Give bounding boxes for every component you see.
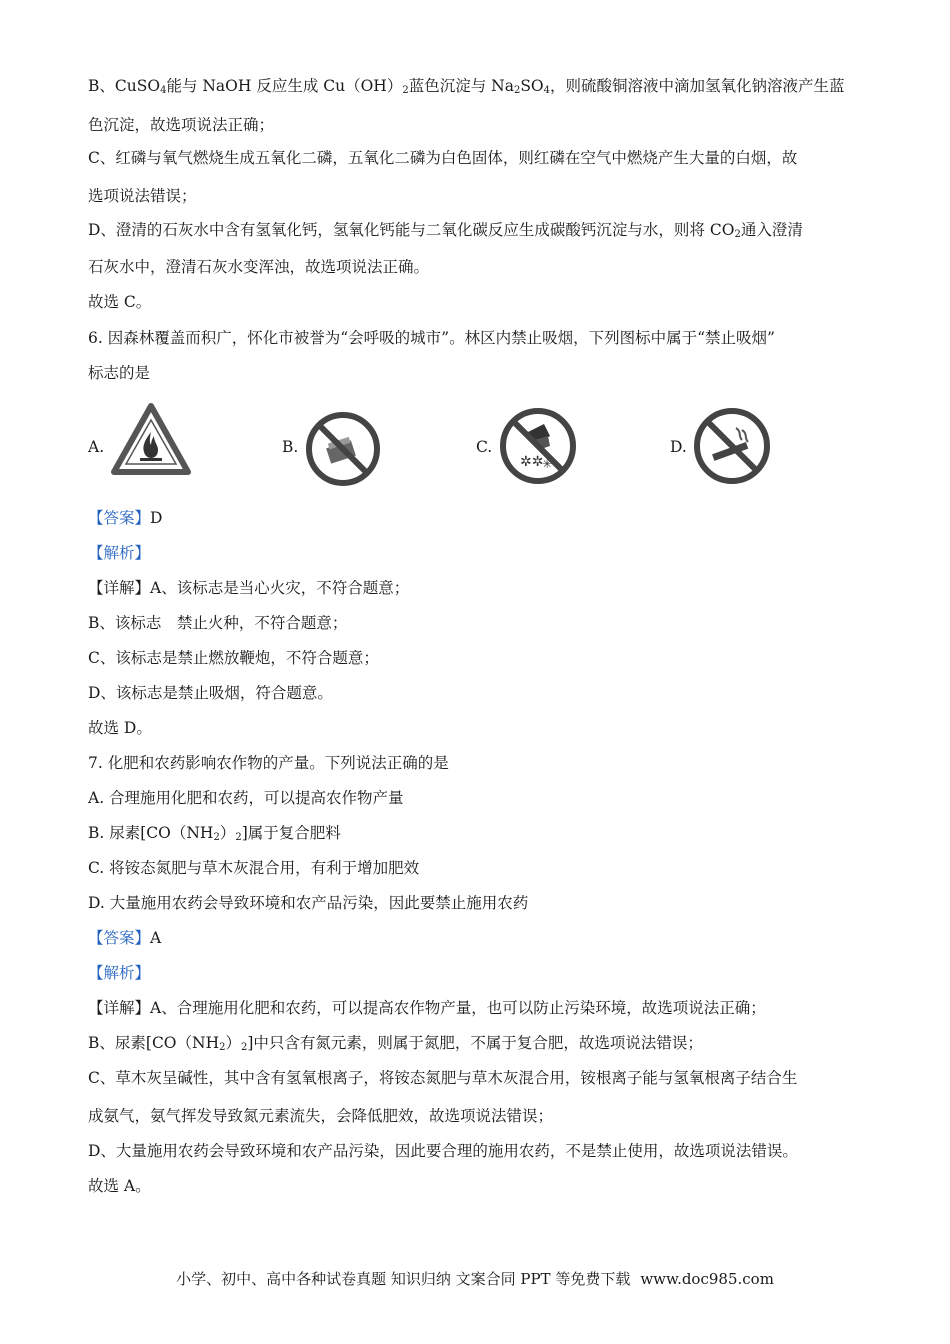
analysis-7-heading: 【解析】 — [88, 964, 151, 982]
answer-6: 【答案】D — [88, 509, 163, 527]
detail-7-d: D、大量施用农药会导致环境和农产品污染，因此要合理的施用农药，不是禁止使用，故选项说法错误。 — [88, 1142, 798, 1160]
detail-6-c: C、该标志是禁止燃放鞭炮，不符合题意； — [88, 649, 379, 667]
question-7-stem: 7. 化肥和农药影响农作物的产量。下列说法正确的是 — [88, 754, 449, 772]
question-7-option-c: C. 将铵态氮肥与草木灰混合用，有利于增加肥效 — [88, 859, 420, 877]
detail-7-b: B、尿素$[CO(NH_2)_2]$中只含有氮元素，则属于氮肥，不属于复合肥，故选项说法错误； — [88, 1034, 703, 1053]
answer-7: 【答案】A — [88, 929, 162, 947]
svg-text:✲✲: ✲✲ — [520, 454, 544, 470]
explanation-line-b: B、CuSO$_4$能与 NaOH 反应生成 $Cu(OH)_2$蓝色沉淀与 $Na_2SO_4$，则硫酸铜溶液中滴加氢氧化钠溶液产生蓝 — [88, 77, 845, 96]
no-firecrackers-icon — [498, 406, 578, 486]
no-smoking-icon — [692, 406, 772, 486]
question-6-stem: 6. 因森林覆盖而积广，怀化市被誉为“会呼吸的城市”。林区内禁止吸烟，下列图标中属于“禁止吸烟” — [88, 329, 775, 347]
explanation-line-d-cont: 石灰水中，澄清石灰水变浑浊，故选项说法正确。 — [88, 258, 430, 276]
explanation-line-b-cont: 色沉淀，故选项说法正确； — [88, 116, 275, 134]
detail-7-a: 【详解】A、合理施用化肥和农药，可以提高农作物产量，也可以防止污染环境，故选项说法正确； — [88, 999, 766, 1017]
svg-text:✳: ✳ — [542, 457, 553, 471]
analysis-6-heading: 【解析】 — [88, 544, 151, 562]
question-7-option-a: A. 合理施用化肥和农药，可以提高农作物产量 — [88, 789, 404, 807]
option-d-label: D. — [670, 438, 687, 456]
pick-7: 故选 A。 — [88, 1177, 151, 1195]
detail-6-b: B、该标志 禁止火种，不符合题意； — [88, 614, 348, 632]
choice-line: 故选 C。 — [88, 293, 152, 311]
question-7-option-d: D. 大量施用农药会导致环境和农产品污染，因此要禁止施用农药 — [88, 894, 529, 912]
explanation-line-c: C、红磷与氧气燃烧生成五氧化二磷，五氧化二磷为白色固体，则红磷在空气中燃烧产生大量的白烟，故 — [88, 149, 798, 167]
footer-link[interactable]: www.doc985.com — [640, 1270, 774, 1288]
question-7-option-b: B. 尿素$[CO(NH_2)_2]$属于复合肥料 — [88, 824, 341, 843]
detail-7-c: C、草木灰呈碱性，其中含有氢氧根离子，将铵态氮肥与草木灰混合用，铵根离子能与氢氧根离子结合生 — [88, 1069, 798, 1087]
option-c-label: C. — [476, 438, 493, 456]
detail-7-c-cont: 成氨气，氨气挥发导致氮元素流失，会降低肥效，故选项说法错误； — [88, 1107, 554, 1125]
option-b-label: B. — [282, 438, 299, 456]
explanation-line-c-cont: 选项说法错误； — [88, 187, 197, 205]
page-footer — [0, 1268, 950, 1289]
no-open-flame-icon — [304, 410, 382, 488]
detail-6-d: D、该标志是禁止吸烟，符合题意。 — [88, 684, 333, 702]
footer-text: 小学、初中、高中各种试卷真题 知识归纳 文案合同 PPT 等免费下载 — [176, 1270, 631, 1288]
fire-warning-icon — [110, 402, 192, 476]
question-6-stem-cont: 标志的是 — [88, 364, 151, 382]
pick-6: 故选 D。 — [88, 719, 152, 737]
explanation-line-d: D、澄清的石灰水中含有氢氧化钙，氢氧化钙能与二氧化碳反应生成碳酸钙沉淀与水，则将 $CO_2$通入澄清 — [88, 221, 803, 240]
option-a-label: A. — [88, 438, 105, 456]
detail-6-a: 【详解】A、该标志是当心火灾，不符合题意； — [88, 579, 410, 597]
